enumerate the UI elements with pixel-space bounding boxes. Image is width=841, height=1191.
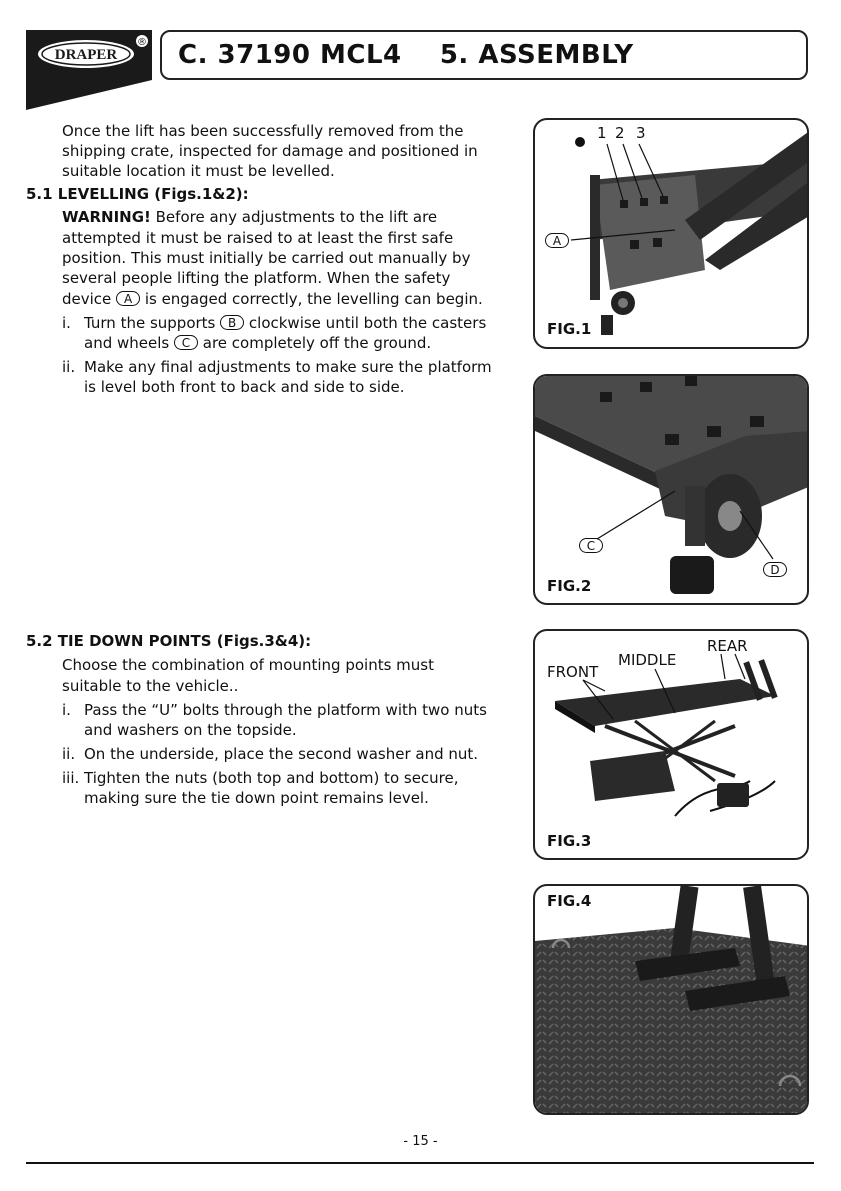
tie-step-i-line-1: Pass the “U” bolts through the platform with two nuts [84, 701, 487, 719]
tie-line-1: Choose the combination of mounting points must [62, 656, 434, 674]
fig3-front-label: FRONT [547, 663, 599, 681]
fig1-label: FIG.1 [547, 320, 592, 338]
figure-1 [533, 118, 809, 349]
tie-step-iii-number: iii. [62, 769, 80, 787]
step-ii-line-2: is level both front to back and side to side. [84, 378, 405, 396]
tie-step-ii-line-1: On the underside, place the second washer and nut. [84, 745, 479, 763]
warning-line-3: position. This must initially be carried out manually by [62, 249, 471, 267]
warning-line-4: several people lifting the platform. When the safety [62, 269, 451, 287]
figure-3 [533, 629, 809, 860]
tie-step-ii-number: ii. [62, 745, 76, 763]
text: device [62, 290, 117, 308]
text: clockwise until both the casters [244, 314, 487, 332]
callout-b: B [220, 315, 244, 330]
section-5-1-heading: 5.1 LEVELLING (Figs.1&2): [26, 185, 249, 203]
fig3-label: FIG.3 [547, 832, 592, 850]
step-i-number: i. [62, 314, 71, 332]
fig2-callout-d [763, 562, 787, 578]
page-number: - 15 - [403, 1134, 438, 1149]
figure-2 [533, 374, 809, 605]
figure-4-illustration [535, 886, 809, 1115]
intro-line-1: Once the lift has been successfully removed from the [62, 122, 464, 140]
section-5-2-heading: 5.2 TIE DOWN POINTS (Figs.3&4): [26, 632, 312, 650]
tie-step-i-line-2: and washers on the topside. [84, 721, 297, 739]
brand-name: DRAPER [54, 47, 118, 63]
fig1-num-2: 2 [615, 124, 625, 142]
header-box [160, 30, 808, 80]
draper-logo [26, 30, 152, 110]
figure-1-illustration [535, 120, 809, 349]
tie-line-2: suitable to the vehicle.. [62, 677, 239, 695]
tie-step-iii-line-1: Tighten the nuts (both top and bottom) to secure, [84, 769, 459, 787]
warning-text: Before any adjustments to the lift are [150, 208, 438, 226]
fig1-num-1: 1 [597, 124, 607, 142]
page-title: C. 37190 MCL4 5. ASSEMBLY [178, 40, 634, 70]
fig3-rear-label: REAR [707, 637, 748, 655]
warning-label: WARNING! [62, 208, 151, 226]
circ: A [545, 233, 569, 248]
tie-step-i-number: i. [62, 701, 71, 719]
step-ii-line-1: Make any final adjustments to make sure the platform [84, 358, 492, 376]
warning-line-2: attempted it must be raised to at least the first safe [62, 229, 454, 247]
fig2-callout-c [579, 538, 603, 554]
intro-line-2: shipping crate, inspected for damage and positioned in [62, 142, 478, 160]
text: are completely off the ground. [197, 334, 432, 352]
fig3-middle-label: MIDDLE [618, 651, 677, 669]
circ: C [579, 538, 603, 553]
tie-step-iii-line-2: making sure the tie down point remains level. [84, 789, 429, 807]
figure-4 [533, 884, 809, 1115]
fig1-callout-a [545, 233, 569, 249]
fig2-label: FIG.2 [547, 577, 592, 595]
text: and wheels [84, 334, 174, 352]
warning-line-5 [62, 289, 483, 310]
step-i-line-2 [84, 333, 431, 354]
step-ii-number: ii. [62, 358, 76, 376]
intro-line-3: suitable location it must be levelled. [62, 162, 335, 180]
registered-mark: ® [137, 37, 147, 48]
fig4-label: FIG.4 [547, 892, 592, 910]
warning-line-1 [62, 207, 437, 228]
circ: D [763, 562, 787, 577]
text: is engaged correctly, the levelling can begin. [140, 290, 483, 308]
text: Turn the supports [84, 314, 221, 332]
callout-c: C [174, 335, 198, 350]
footer-rule [26, 1162, 814, 1164]
step-i-line-1 [84, 313, 486, 334]
fig1-num-3: 3 [636, 124, 646, 142]
callout-a: A [116, 291, 140, 306]
